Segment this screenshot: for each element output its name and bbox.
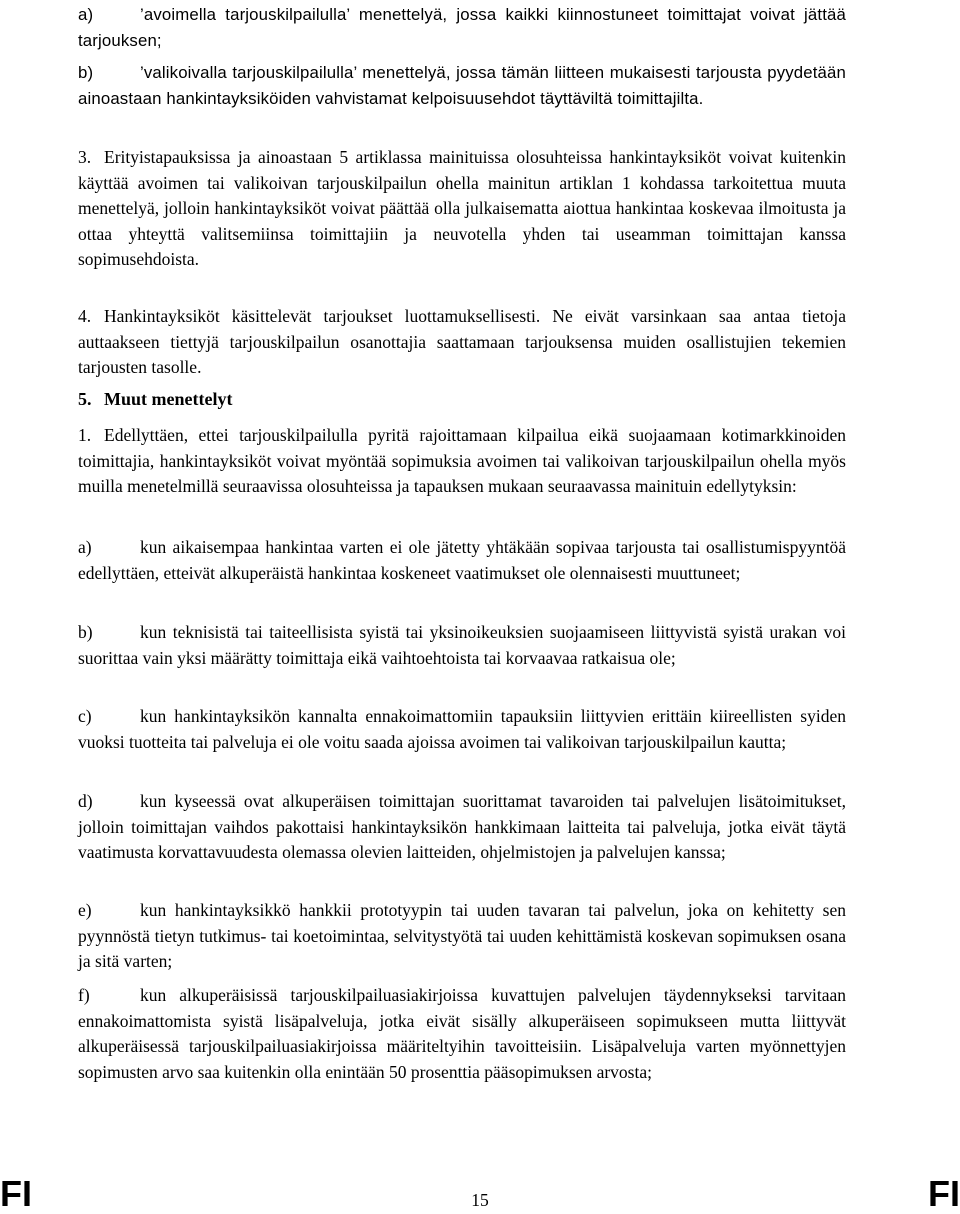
footer-language-code-right: FI <box>928 1173 960 1214</box>
item-text: kun hankintayksikön kannalta ennakoimattomiin tapauksiin liittyvien erittäin kiireellisten syiden vuoksi tuotteita tai palveluja ei ole voitu saada ajoissa avoimen tai valikoivan tarjouskilpailun kautta; <box>78 706 846 752</box>
item-text: kun alkuperäisissä tarjouskilpailuasiakirjoissa kuvattujen palvelujen täydennykseksi tarvitaan ennakoimattomista syistä lisäpalveluja, jotka eivät sisälly alkuperäiseen sopimukseen mutta liittyvät alkuperäisessä tarjouskilpailuasiakirjoissa määriteltyihin tavoitteisiin. Lisäpalveluja varten myönnettyjen sopimusten arvo saa kuitenkin olla enintään 50 prosenttia pääsopimuksen arvosta; <box>78 985 846 1082</box>
item-d <box>78 789 846 866</box>
item-label: c) <box>78 706 92 726</box>
paragraph-1 <box>78 423 846 500</box>
paragraph-4 <box>78 304 846 381</box>
section-heading <box>78 387 232 413</box>
section-title: Muut menettelyt <box>104 389 233 409</box>
item-a <box>78 535 846 586</box>
paragraph-text: Edellyttäen, ettei tarjouskilpailulla pyritä rajoittamaan kilpailua eikä suojaamaan kotimarkkinoiden toimittajia, hankintayksiköt voivat myöntää sopimuksia avoimen tai valikoivan tarjouskilpailun ohella myös muilla menetelmillä seuraavissa olosuhteissa ja tapauksen mukaan seuraavassa mainituin edellytyksin: <box>78 425 846 497</box>
item-e <box>78 898 846 975</box>
paragraph-text: Hankintayksiköt käsittelevät tarjoukset luottamuksellisesti. Ne eivät varsinkaan saa antaa tietoja auttaakseen tiettyjä tarjouskilpailun osanottajia saattamaan tarjouksensa muiden osallistujien tekemien tarjousten tasolle. <box>78 306 846 378</box>
item-c <box>78 704 846 755</box>
paragraph-number: 3. <box>78 147 92 167</box>
item-label: b) <box>78 622 93 642</box>
item-f <box>78 983 846 1085</box>
item-label: a) <box>78 5 94 24</box>
section-number: 5. <box>78 389 92 409</box>
item-b-restricted-procedure <box>78 60 846 111</box>
paragraph-number: 4. <box>78 306 92 326</box>
item-b <box>78 620 846 671</box>
item-label: f) <box>78 985 90 1005</box>
item-label: e) <box>78 900 92 920</box>
item-text: ’avoimella tarjouskilpailulla’ menettelyä, jossa kaikki kiinnostuneet toimittajat voivat jättää tarjouksen; <box>78 5 846 50</box>
item-a-open-procedure <box>78 2 846 53</box>
paragraph-3 <box>78 145 846 273</box>
item-label: b) <box>78 63 94 82</box>
paragraph-number: 1. <box>78 425 92 445</box>
page-number: 15 <box>471 1190 489 1210</box>
paragraph-text: Erityistapauksissa ja ainoastaan 5 artiklassa mainituissa olosuhteissa hankintayksiköt voivat kuitenkin käyttää avoimen tai valikoivan tarjouskilpailun ohella mainitun artiklan 1 kohdassa tarkoitettua muuta menettelyä, jolloin hankintayksiköt voivat päättää olla julkaisematta aiottua hankintaa koskevaa ilmoitusta ja ottaa yhteyttä valitsemiinsa toimittajiin ja neuvotella yhden tai useamman toimittajan kanssa sopimusehdoista. <box>78 147 846 270</box>
item-text: kun kyseessä ovat alkuperäisen toimittajan suorittamat tavaroiden tai palvelujen lisätoimitukset, jolloin toimittajan vaihdos pakottaisi hankintayksikön hankkimaan laitteita tai palveluja, jotka eivät täytä vaatimusta korvattavuudesta olemassa olevien laitteiden, ohjelmistojen ja palvelujen kanssa; <box>78 791 846 863</box>
item-label: a) <box>78 537 92 557</box>
item-text: ’valikoivalla tarjouskilpailulla’ menettelyä, jossa tämän liitteen mukaisesti tarjousta pyydetään ainoastaan hankintayksiköiden vahvistamat kelpoisuusehdot täyttäviltä toimittajilta. <box>78 63 846 108</box>
item-text: kun hankintayksikkö hankkii prototyypin tai uuden tavaran tai palvelun, joka on kehitetty sen pyynnöstä tietyn tutkimus- tai koetoimintaa, selvitystyötä tai uuden kehittämistä koskevan sopimuksen osana ja sitä varten; <box>78 900 846 972</box>
footer-language-code-left: FI <box>0 1173 32 1214</box>
item-text: kun teknisistä tai taiteellisista syistä tai yksinoikeuksien suojaamiseen liittyvistä syistä urakan voi suorittaa vain yksi määrätty toimittaja eikä vaihtoehtoista tai korvaavaa ratkaisua ole; <box>78 622 846 668</box>
item-text: kun aikaisempaa hankintaa varten ei ole jätetty yhtäkään sopivaa tarjousta tai osallistumispyyntöä edellyttäen, etteivät alkuperäistä hankintaa koskeneet vaatimukset ole olennaisesti muuttuneet; <box>78 537 846 583</box>
item-label: d) <box>78 791 93 811</box>
